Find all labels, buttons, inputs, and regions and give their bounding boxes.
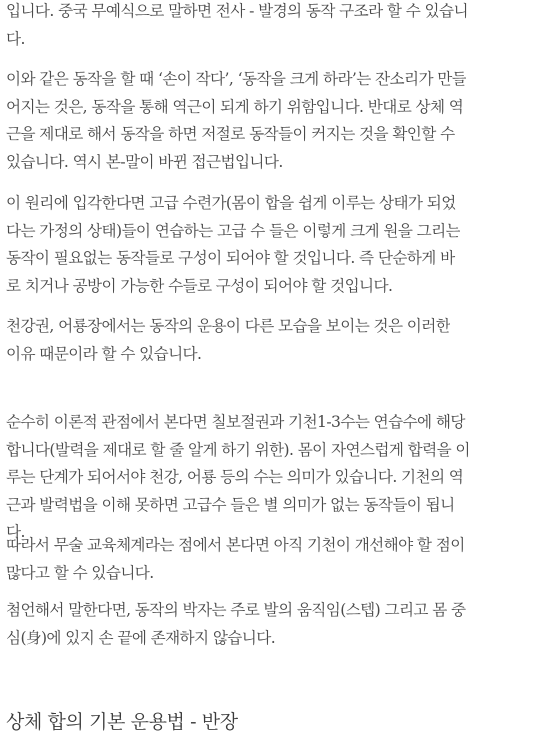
paragraph-1 [6, 0, 468, 53]
paragraph-4 [6, 313, 450, 368]
paragraph-7 [6, 597, 466, 652]
paragraph-line: 로 치거나 공방이 가능한 수들로 구성이 되어야 할 것입니다. [6, 276, 393, 295]
paragraph-line: 첨언해서 말한다면, 동작의 박자는 주로 발의 움직임(스텝) 그리고 몸 중 [6, 601, 466, 619]
paragraph-line: 합니다(발력을 제대로 할 줄 알게 하기 위한). 몸이 자연스럽게 합력을 이 [6, 440, 470, 459]
paragraph-line: 입니다. 중국 무예식으로 말하면 전사 - 발경의 동작 구조라 할 수 있습니 [6, 2, 468, 20]
paragraph-line: 순수히 이론적 관점에서 본다면 칠보절권과 기천1-3수는 연습수에 해당 [6, 413, 465, 431]
paragraph-line: 심(身)에 있지 손 끝에 존재하지 않습니다. [6, 628, 276, 647]
section-heading: 상체 합의 기본 운용법 - 반장 [6, 711, 238, 733]
paragraph-line: 루는 단계가 되어서야 천강, 어룡 등의 수는 의미가 있습니다. 기천의 역 [6, 468, 464, 486]
paragraph-6 [6, 532, 465, 587]
paragraph-line: 이유 때문이라 할 수 있습니다. [6, 344, 202, 363]
paragraph-line: 이 원리에 입각한다면 고급 수련가(몸이 합을 쉽게 이루는 상태가 되었 [6, 194, 456, 212]
paragraph-line: 근을 제대로 해서 동작을 하면 저절로 동작들이 커지는 것을 확인할 수 [6, 125, 455, 143]
paragraph-line: 천강권, 어룡장에서는 동작의 운용이 다른 모습을 보이는 것은 이러한 [6, 317, 451, 335]
paragraph-line: 다. [6, 523, 25, 541]
paragraph-line: 근과 발력법을 이해 못하면 고급수 들은 별 의미가 없는 동작들이 됩니 [6, 495, 455, 514]
paragraph-3 [6, 190, 460, 300]
paragraph-line: 있습니다. 역시 본-말이 바뀐 접근법입니다. [6, 152, 283, 171]
paragraph-line: 어지는 것은, 동작을 통해 역근이 되게 하기 위함입니다. 반대로 상체 역 [6, 97, 464, 116]
paragraph-line: 동작이 필요없는 동작들로 구성이 되어야 할 것입니다. 즉 단순하게 바 [6, 249, 455, 267]
paragraph-5 [6, 409, 470, 547]
paragraph-line: 다. [6, 29, 25, 48]
paragraph-line: 다는 가정의 상태)들이 연습하는 고급 수 들은 이렇게 크게 원을 그리는 [6, 221, 461, 240]
paragraph-line: 따라서 무술 교육체계라는 점에서 본다면 아직 기천이 개선해야 할 점이 [6, 536, 465, 554]
paragraph-line: 많다고 할 수 있습니다. [6, 563, 154, 582]
paragraph-line: 이와 같은 동작을 할 때 ‘손이 작다’, ‘동작을 크게 하라’는 잔소리가 만들 [6, 70, 467, 88]
paragraph-2 [6, 66, 466, 176]
